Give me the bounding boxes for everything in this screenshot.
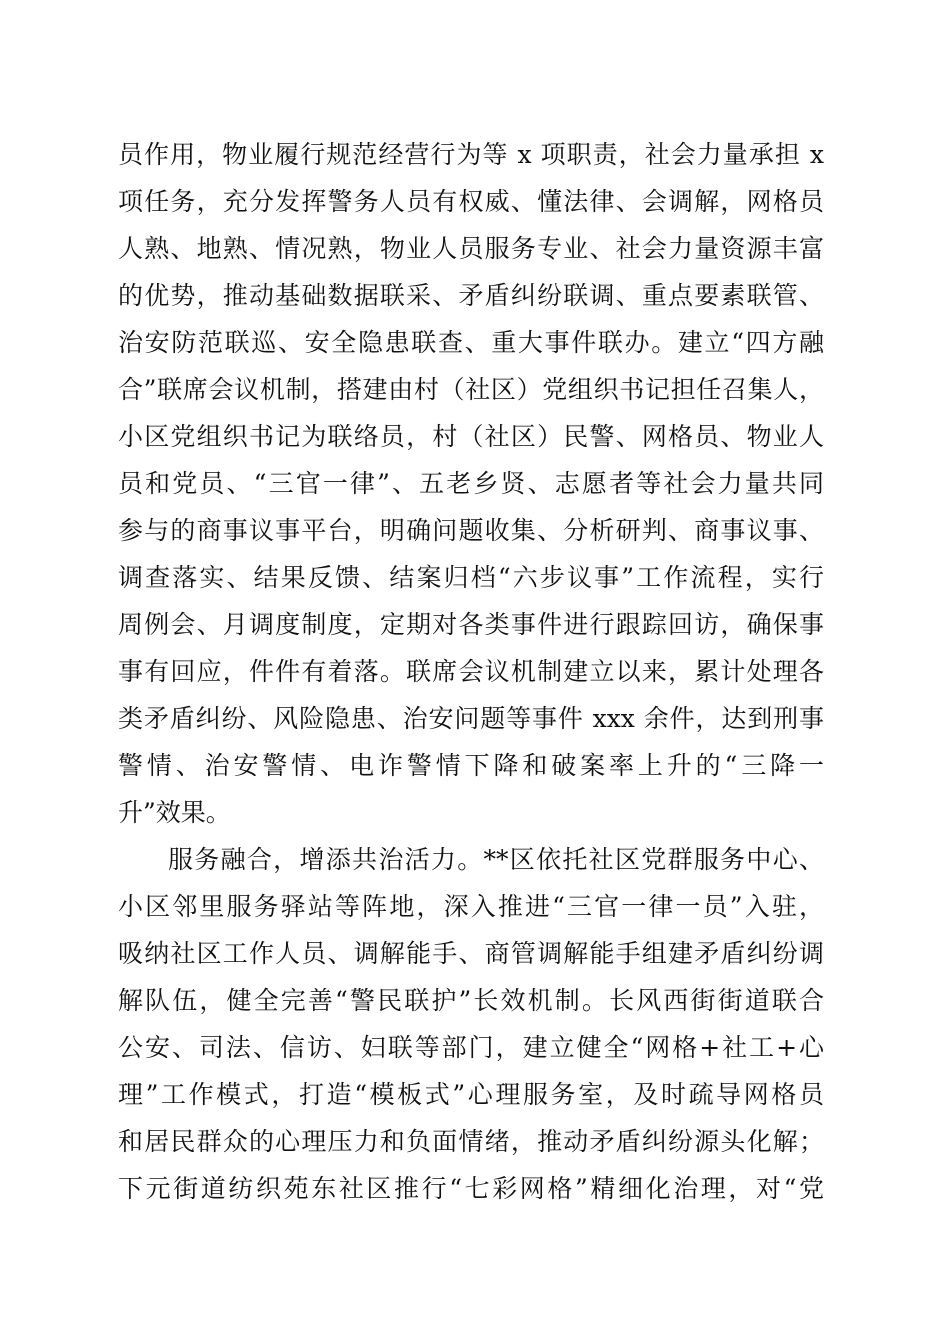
- text-line: 调查落实、结果反馈、结案归档“六步议事”工作流程，实行: [118, 563, 824, 592]
- text-line: 人熟、地熟、情况熟，物业人员服务专业、社会力量资源丰富: [118, 234, 824, 263]
- text-line: 参与的商事议事平台，明确问题收集、分析研判、商事议事、: [118, 516, 824, 545]
- text-line: 理”工作模式，打造“模板式”心理服务室，及时疏导网格员: [118, 1080, 824, 1109]
- text-line: 升”效果。: [118, 798, 231, 827]
- text-line: 服务融合，增添共治活力。**区依托社区党群服务中心、: [168, 845, 824, 874]
- text-line: 解队伍，健全完善“警民联护”长效机制。长风西街街道联合: [118, 986, 824, 1015]
- text-line: 小区邻里服务驿站等阵地，深入推进“三官一律一员”入驻，: [118, 892, 824, 921]
- text-line: 员作用，物业履行规范经营行为等 x 项职责，社会力量承担 x: [118, 140, 824, 169]
- text-line: 小区党组织书记为联络员，村（社区）民警、网格员、物业人: [118, 422, 824, 451]
- text-line: 警情、治安警情、电诈警情下降和破案率上升的“三降一: [118, 751, 824, 780]
- text-line: 项任务，充分发挥警务人员有权威、懂法律、会调解，网格员: [118, 187, 824, 216]
- text-line: 周例会、月调度制度，定期对各类事件进行跟踪回访，确保事: [118, 610, 824, 639]
- text-line: 吸纳社区工作人员、调解能手、商管调解能手组建矛盾纠纷调: [118, 939, 824, 968]
- text-line: 下元街道纺织苑东社区推行“七彩网格”精细化治理，对“党: [118, 1174, 824, 1203]
- text-line: 事有回应，件件有着落。联席会议机制建立以来，累计处理各: [118, 657, 824, 686]
- text-line: 类矛盾纠纷、风险隐患、治安问题等事件 xxx 余件，达到刑事: [118, 704, 824, 733]
- text-line: 公安、司法、信访、妇联等部门，建立健全“网格+社工+心: [118, 1033, 824, 1062]
- text-line: 的优势，推动基础数据联采、矛盾纠纷联调、重点要素联管、: [118, 281, 824, 310]
- text-line: 治安防范联巡、安全隐患联查、重大事件联办。建立“四方融: [118, 328, 824, 357]
- text-line: 合”联席会议机制，搭建由村（社区）党组织书记担任召集人，: [118, 375, 824, 404]
- text-line: 和居民群众的心理压力和负面情绪，推动矛盾纠纷源头化解；: [118, 1127, 824, 1156]
- text-line: 员和党员、“三官一律”、五老乡贤、志愿者等社会力量共同: [118, 469, 824, 498]
